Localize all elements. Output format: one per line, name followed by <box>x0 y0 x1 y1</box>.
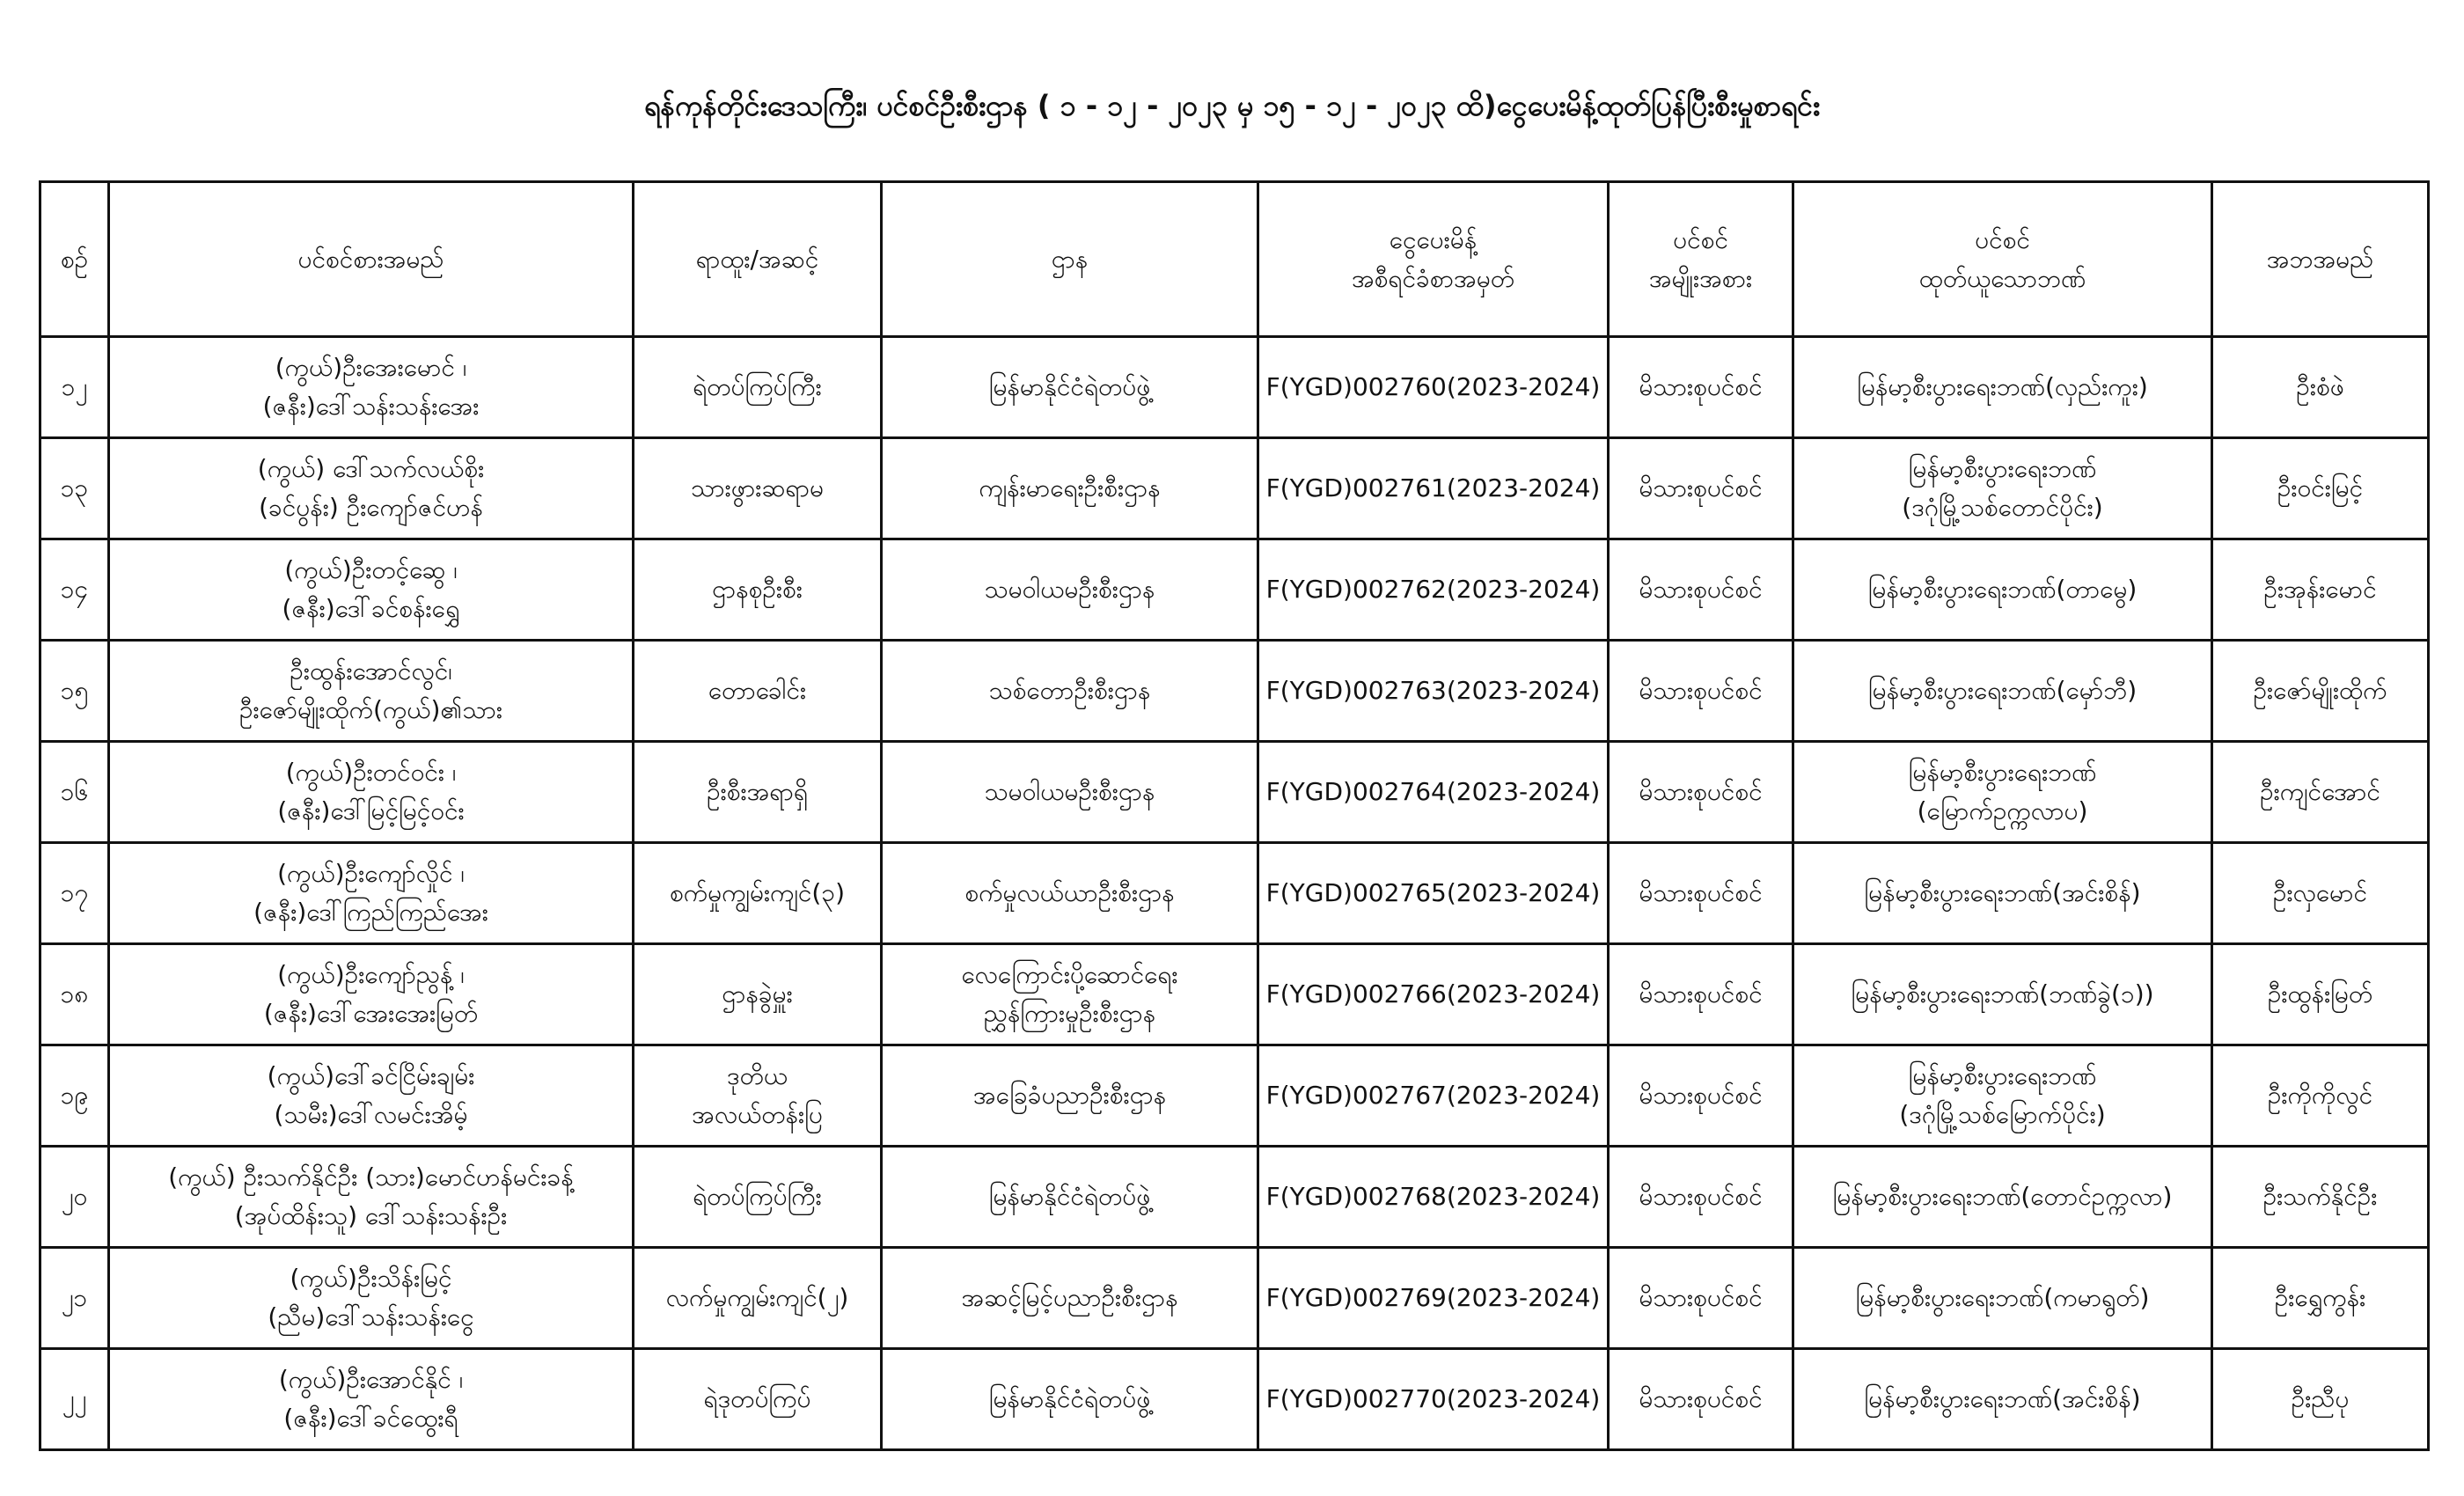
cell-father-name: ဦးရွှေကွန်း <box>2212 1248 2429 1349</box>
cell-serial: ၁၈ <box>40 944 109 1045</box>
cell-bank: မြန်မာ့စီးပွားရေးဘဏ်(အင်းစိန်) <box>1793 843 2212 944</box>
cell-rank: ဌာနခွဲမှူး <box>634 944 882 1045</box>
header-department: ဌာန <box>882 182 1258 337</box>
header-order-number: ငွေပေးမိန့် အစီရင်ခံစာအမှတ် <box>1258 182 1609 337</box>
cell-pensioner-name: (ကွယ်)ဒေါ်ခင်ငြိမ်းချမ်း (သမီး)ဒေါ်လမင်းအိမ့် <box>109 1045 634 1147</box>
cell-department: သမဝါယမဦးစီးဌာန <box>882 539 1258 641</box>
cell-pension-type: မိသားစုပင်စင် <box>1609 438 1793 539</box>
cell-pensioner-name: (ကွယ်)ဦးအေးမောင် ၊ (ဇနီး)ဒေါ်သန်းသန်းအေး <box>109 337 634 438</box>
cell-order-number: F(YGD)002764(2023-2024) <box>1258 742 1609 843</box>
cell-father-name: ဦးကျင်အောင် <box>2212 742 2429 843</box>
table-row <box>40 1248 2429 1349</box>
cell-bank: မြန်မာ့စီးပွားရေးဘဏ်(တာမွေ) <box>1793 539 2212 641</box>
cell-father-name: ဦးဝင်းမြင့် <box>2212 438 2429 539</box>
table-row <box>40 742 2429 843</box>
header-bank: ပင်စင် ထုတ်ယူသောဘဏ် <box>1793 182 2212 337</box>
cell-rank: စက်မှုကျွမ်းကျင်(၃) <box>634 843 882 944</box>
cell-serial: ၁၂ <box>40 337 109 438</box>
table-row <box>40 337 2429 438</box>
cell-department: မြန်မာနိုင်ငံရဲတပ်ဖွဲ့ <box>882 1147 1258 1248</box>
cell-department: အခြေခံပညာဦးစီးဌာန <box>882 1045 1258 1147</box>
header-father-name: အဘအမည် <box>2212 182 2429 337</box>
cell-pension-type: မိသားစုပင်စင် <box>1609 1349 1793 1450</box>
cell-serial: ၂၁ <box>40 1248 109 1349</box>
cell-department: မြန်မာနိုင်ငံရဲတပ်ဖွဲ့ <box>882 1349 1258 1450</box>
cell-pension-type: မိသားစုပင်စင် <box>1609 1248 1793 1349</box>
page-title: ရန်ကုန်တိုင်းဒေသကြီး၊ ပင်စင်ဦးစီးဌာန ( ၁ - ၁၂ - ၂၀၂၃ မှ ၁၅ - ၁၂ - ၂၀၂၃ ထိ)ငွေပေးမိန့်ထုတ်ပြန်ပြီးစီးမှုစာရင်း <box>643 89 1821 122</box>
table-row <box>40 438 2429 539</box>
cell-pensioner-name: (ကွယ်)ဦးကျော်ညွန့် ၊ (ဇနီး)ဒေါ်အေးအေးမြတ် <box>109 944 634 1045</box>
pension-table <box>39 180 2430 1451</box>
header-rank: ရာထူး/အဆင့် <box>634 182 882 337</box>
cell-father-name: ဦးကိုကိုလွင် <box>2212 1045 2429 1147</box>
header-pension-type: ပင်စင် အမျိုးအစား <box>1609 182 1793 337</box>
cell-department: သစ်တောဦးစီးဌာန <box>882 641 1258 742</box>
cell-department: စက်မှုလယ်ယာဦးစီးဌာန <box>882 843 1258 944</box>
table-row <box>40 539 2429 641</box>
cell-rank: တောခေါင်း <box>634 641 882 742</box>
header-serial: စဉ် <box>40 182 109 337</box>
cell-department: အဆင့်မြင့်ပညာဦးစီးဌာန <box>882 1248 1258 1349</box>
cell-pension-type: မိသားစုပင်စင် <box>1609 742 1793 843</box>
table-row <box>40 843 2429 944</box>
cell-order-number: F(YGD)002762(2023-2024) <box>1258 539 1609 641</box>
cell-pensioner-name: (ကွယ်)ဦးကျော်လှိုင် ၊ (ဇနီး)ဒေါ်ကြည်ကြည်အေး <box>109 843 634 944</box>
cell-rank: လက်မှုကျွမ်းကျင်(၂) <box>634 1248 882 1349</box>
cell-serial: ၁၉ <box>40 1045 109 1147</box>
cell-order-number: F(YGD)002769(2023-2024) <box>1258 1248 1609 1349</box>
cell-serial: ၂၂ <box>40 1349 109 1450</box>
cell-pension-type: မိသားစုပင်စင် <box>1609 1147 1793 1248</box>
cell-pensioner-name: (ကွယ်)ဦးသိန်းမြင့် (ညီမ)ဒေါ်သန်းသန်းငွေ <box>109 1248 634 1349</box>
cell-serial: ၁၅ <box>40 641 109 742</box>
cell-pensioner-name: (ကွယ်) ဦးသက်နိုင်ဦး (သား)မောင်ဟန်မင်းခန့် (အုပ်ထိန်းသူ) ဒေါ်သန်းသန်းဦး <box>109 1147 634 1248</box>
cell-pension-type: မိသားစုပင်စင် <box>1609 843 1793 944</box>
cell-order-number: F(YGD)002765(2023-2024) <box>1258 843 1609 944</box>
table-row <box>40 944 2429 1045</box>
cell-pension-type: မိသားစုပင်စင် <box>1609 539 1793 641</box>
cell-bank: မြန်မာ့စီးပွားရေးဘဏ် (ဒဂုံမြို့သစ်မြောက်ပိုင်း) <box>1793 1045 2212 1147</box>
cell-department: မြန်မာနိုင်ငံရဲတပ်ဖွဲ့ <box>882 337 1258 438</box>
cell-order-number: F(YGD)002770(2023-2024) <box>1258 1349 1609 1450</box>
header-row <box>40 182 2429 337</box>
cell-department: လေကြောင်းပို့ဆောင်ရေး ညွှန်ကြားမှုဦးစီးဌာန <box>882 944 1258 1045</box>
cell-rank: ဌာနစုဦးစီး <box>634 539 882 641</box>
cell-pensioner-name: (ကွယ်)ဦးတင်ဝင်း ၊ (ဇနီး)ဒေါ်မြင့်မြင့်ဝင်း <box>109 742 634 843</box>
cell-serial: ၁၇ <box>40 843 109 944</box>
cell-bank: မြန်မာ့စီးပွားရေးဘဏ်(မှော်ဘီ) <box>1793 641 2212 742</box>
cell-father-name: ဦးဇော်မျိုးထိုက် <box>2212 641 2429 742</box>
cell-father-name: ဦးသက်နိုင်ဦး <box>2212 1147 2429 1248</box>
cell-father-name: ဦးလှမောင် <box>2212 843 2429 944</box>
cell-rank: ရဲတပ်ကြပ်ကြီး <box>634 1147 882 1248</box>
cell-pensioner-name: (ကွယ်) ဒေါ်သက်လယ်စိုး (ခင်ပွန်း) ဦးကျော်ဇင်ဟန် <box>109 438 634 539</box>
cell-department: သမဝါယမဦးစီးဌာန <box>882 742 1258 843</box>
cell-rank: ဦးစီးအရာရှိ <box>634 742 882 843</box>
cell-serial: ၁၄ <box>40 539 109 641</box>
cell-serial: ၂၀ <box>40 1147 109 1248</box>
cell-pensioner-name: (ကွယ်)ဦးအောင်နိုင် ၊ (ဇနီး)ဒေါ်ခင်ထွေးရီ <box>109 1349 634 1450</box>
cell-rank: ရဲဒုတပ်ကြပ် <box>634 1349 882 1450</box>
cell-pension-type: မိသားစုပင်စင် <box>1609 1045 1793 1147</box>
cell-father-name: ဦးစံဖဲ <box>2212 337 2429 438</box>
cell-order-number: F(YGD)002766(2023-2024) <box>1258 944 1609 1045</box>
cell-pensioner-name: ဦးထွန်းအောင်လွင်၊ ဦးဇော်မျိုးထိုက်(ကွယ်)၏သား <box>109 641 634 742</box>
cell-serial: ၁၃ <box>40 438 109 539</box>
cell-bank: မြန်မာ့စီးပွားရေးဘဏ်(လှည်းကူး) <box>1793 337 2212 438</box>
table-row <box>40 1045 2429 1147</box>
cell-bank: မြန်မာ့စီးပွားရေးဘဏ်(ဘဏ်ခွဲ(၁)) <box>1793 944 2212 1045</box>
cell-order-number: F(YGD)002760(2023-2024) <box>1258 337 1609 438</box>
cell-order-number: F(YGD)002768(2023-2024) <box>1258 1147 1609 1248</box>
cell-father-name: ဦးအုန်းမောင် <box>2212 539 2429 641</box>
cell-pension-type: မိသားစုပင်စင် <box>1609 944 1793 1045</box>
header-pensioner-name: ပင်စင်စားအမည် <box>109 182 634 337</box>
table-row <box>40 1349 2429 1450</box>
cell-father-name: ဦးထွန်းမြတ် <box>2212 944 2429 1045</box>
table-row <box>40 641 2429 742</box>
cell-bank: မြန်မာ့စီးပွားရေးဘဏ် (မြောက်ဥက္ကလာပ) <box>1793 742 2212 843</box>
cell-order-number: F(YGD)002767(2023-2024) <box>1258 1045 1609 1147</box>
table-row <box>40 1147 2429 1248</box>
cell-pension-type: မိသားစုပင်စင် <box>1609 641 1793 742</box>
cell-bank: မြန်မာ့စီးပွားရေးဘဏ်(ကမာရွတ်) <box>1793 1248 2212 1349</box>
cell-pensioner-name: (ကွယ်)ဦးတင့်ဆွေ ၊ (ဇနီး)ဒေါ်ခင်စန်းရွှေ <box>109 539 634 641</box>
cell-pension-type: မိသားစုပင်စင် <box>1609 337 1793 438</box>
cell-order-number: F(YGD)002761(2023-2024) <box>1258 438 1609 539</box>
cell-order-number: F(YGD)002763(2023-2024) <box>1258 641 1609 742</box>
cell-serial: ၁၆ <box>40 742 109 843</box>
cell-rank: ရဲတပ်ကြပ်ကြီး <box>634 337 882 438</box>
table-body <box>40 337 2429 1450</box>
cell-bank: မြန်မာ့စီးပွားရေးဘဏ် (ဒဂုံမြို့သစ်တောင်ပိုင်း) <box>1793 438 2212 539</box>
cell-bank: မြန်မာ့စီးပွားရေးဘဏ်(တောင်ဥက္ကလာ) <box>1793 1147 2212 1248</box>
cell-rank: ဒုတိယ အလယ်တန်းပြ <box>634 1045 882 1147</box>
cell-father-name: ဦးညီပု <box>2212 1349 2429 1450</box>
cell-bank: မြန်မာ့စီးပွားရေးဘဏ်(အင်းစိန်) <box>1793 1349 2212 1450</box>
cell-department: ကျန်းမာရေးဦးစီးဌာန <box>882 438 1258 539</box>
cell-rank: သားဖွားဆရာမ <box>634 438 882 539</box>
